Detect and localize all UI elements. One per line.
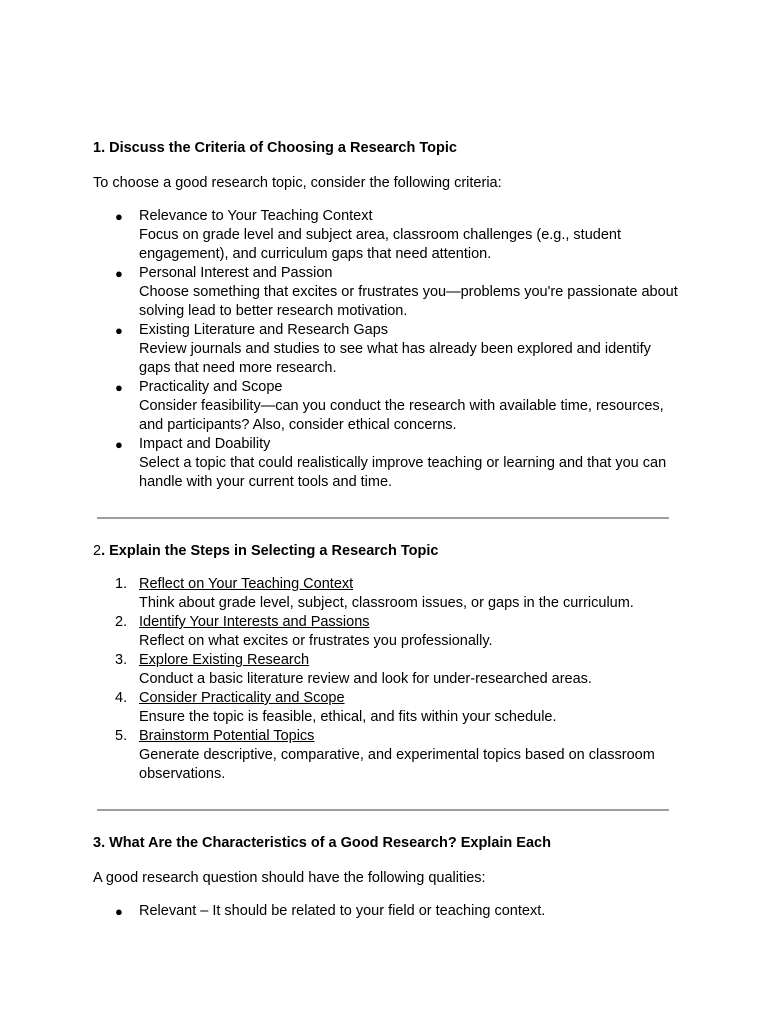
item-description: Generate descriptive, comparative, and experimental topics based on classroom observations.: [139, 747, 655, 782]
list-item: [115, 264, 683, 321]
item-title: Consider Practicality and Scope: [139, 690, 345, 706]
section-intro: A good research question should have the following qualities:: [93, 870, 486, 886]
item-title: Existing Literature and Research Gaps: [139, 322, 389, 338]
item-title: Relevance to Your Teaching Context: [139, 208, 373, 224]
bullet-icon: ●: [115, 380, 123, 395]
list-item: [115, 207, 683, 264]
item-description: Think about grade level, subject, classroom issues, or gaps in the curriculum.: [139, 595, 634, 611]
list-item: [115, 613, 683, 651]
section-criteria: [93, 139, 683, 492]
item-title: Impact and Doability: [139, 436, 271, 452]
item-title: Explore Existing Research: [139, 652, 310, 668]
heading-text: . Explain the Steps in Selecting a Research Topic: [101, 543, 439, 559]
list-item: [115, 651, 683, 689]
item-number: 1.: [115, 576, 128, 592]
item-title: Practicality and Scope: [139, 379, 283, 395]
list-item: [115, 727, 683, 784]
bullet-icon: ●: [115, 209, 123, 224]
bullet-icon: ●: [115, 323, 123, 338]
item-description: Select a topic that could realistically improve teaching or learning and that you can handle with your current tools and time.: [139, 455, 667, 490]
section-divider: [97, 517, 669, 519]
section-intro: To choose a good research topic, consider the following criteria:: [93, 175, 502, 191]
steps-list: [93, 575, 683, 784]
item-description: Review journals and studies to see what has already been explored and identify gaps that need more research.: [139, 341, 651, 376]
heading-number: 2: [93, 543, 102, 559]
list-item: [115, 575, 683, 613]
bullet-icon: ●: [115, 904, 123, 919]
section-characteristics: [93, 834, 683, 921]
item-description: Focus on grade level and subject area, classroom challenges (e.g., student engagement), and curriculum gaps that need attention.: [139, 227, 621, 262]
list-item: [115, 321, 683, 378]
item-description: Conduct a basic literature review and look for under-researched areas.: [139, 671, 592, 687]
bullet-icon: ●: [115, 266, 123, 281]
item-text: Relevant – It should be related to your field or teaching context.: [139, 903, 546, 919]
item-number: 3.: [115, 652, 128, 668]
item-title: Identify Your Interests and Passions: [139, 614, 370, 630]
item-description: Consider feasibility—can you conduct the research with available time, resources, and participants? Also, consider ethical concerns.: [139, 398, 664, 433]
item-title: Personal Interest and Passion: [139, 265, 333, 281]
list-item: [115, 435, 683, 492]
item-number: 4.: [115, 690, 128, 706]
item-description: Reflect on what excites or frustrates you professionally.: [139, 633, 493, 649]
characteristics-list: [93, 902, 683, 921]
section-heading: 3. What Are the Characteristics of a Good Research? Explain Each: [93, 835, 551, 851]
list-item: [115, 902, 683, 921]
criteria-list: [93, 207, 683, 492]
list-item: [115, 378, 683, 435]
list-item: [115, 689, 683, 727]
item-number: 5.: [115, 728, 128, 744]
item-number: 2.: [115, 614, 128, 630]
item-description: Choose something that excites or frustrates you—problems you're passionate about solving lead to better research motivation.: [139, 284, 678, 319]
bullet-icon: ●: [115, 437, 123, 452]
section-divider: [97, 809, 669, 811]
item-description: Ensure the topic is feasible, ethical, and fits within your schedule.: [139, 709, 557, 725]
section-steps: [93, 542, 683, 784]
section-heading: 1. Discuss the Criteria of Choosing a Research Topic: [93, 140, 457, 156]
item-title: Reflect on Your Teaching Context: [139, 576, 354, 592]
item-title: Brainstorm Potential Topics: [139, 728, 315, 744]
document-page: [93, 139, 683, 921]
section-heading: [93, 542, 683, 561]
